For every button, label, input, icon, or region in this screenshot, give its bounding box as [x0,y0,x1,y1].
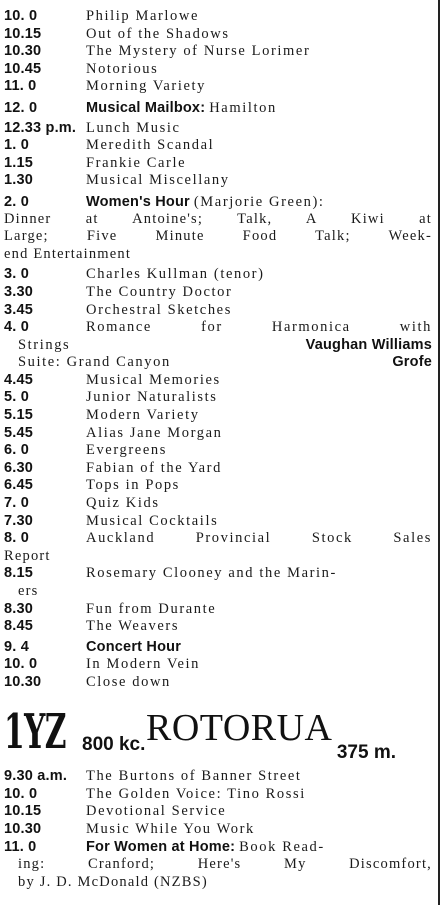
list-item [4,8,432,26]
program-title: Fun from Durante [86,600,217,617]
time-label: 4.45 [4,371,34,388]
time-label: 10.30 [4,43,42,60]
time-label: 12. 0 [4,99,38,116]
program-detail: by J. D. McDonald (NZBS) [18,873,208,890]
time-label: 1.15 [4,154,34,171]
program-title: Fabian of the Yard [86,459,222,476]
program-title: Rosemary Clooney and the Marin- [86,565,337,582]
list-item [4,495,432,513]
time-label: 8.15 [4,565,34,582]
time-label: 10.30 [4,673,42,690]
list-item [4,266,432,284]
program-title: Quiz Kids [86,495,160,512]
program-title: Auckland Provincial Stock Sales [86,530,432,547]
time-label: 6. 0 [4,442,29,459]
program-title: Musical Cocktails [86,512,219,529]
program-title: Notorious [86,60,159,77]
time-label: 10.45 [4,60,42,77]
list-item [4,155,432,173]
schedule-column [4,8,432,692]
list-item [4,172,432,190]
list-item [4,601,432,619]
time-label: 10. 0 [4,8,38,24]
program-detail: Hamilton [209,99,277,116]
list-item [4,674,432,692]
program-title: Musical Miscellany [86,172,230,189]
program-title-bold: Women's Hour [86,193,190,210]
list-item [4,407,432,425]
time-label: 10. 0 [4,785,38,802]
time-label: 2. 0 [4,193,29,210]
list-item [4,656,432,674]
program-title: Philip Marlowe [86,8,200,24]
composer-name: Vaughan Williams [305,336,432,353]
list-item [4,460,432,478]
program-title: The Golden Voice: Tino Rossi [86,785,306,802]
station-header [4,706,432,766]
time-label: 10.15 [4,25,42,42]
time-label: 8. 0 [4,530,29,547]
program-title: Devotional Service [86,803,227,820]
program-detail: end Entertainment [4,245,132,262]
list-item [4,513,432,531]
program-title: In Modern Vein [86,656,200,673]
time-label: 1.30 [4,172,34,189]
program-title: Morning Variety [86,78,206,95]
list-item [4,26,432,44]
station-frequency: 800 kc. [82,734,146,755]
program-title: The Weavers [86,618,180,635]
list-item-romance [4,319,432,372]
program-title-bold: Musical Mailbox: [86,99,206,116]
program-title: Charles Kullman (tenor) [86,266,265,283]
time-label: 3. 0 [4,266,29,283]
time-label: 9.30 a.m. [4,768,68,784]
time-label: 10.30 [4,820,42,837]
list-item [4,284,432,302]
program-title: Meredith Scandal [86,137,215,154]
time-label: 7.30 [4,512,34,529]
time-label: 3.45 [4,301,34,318]
program-title: Music While You Work [86,820,255,837]
list-item [4,821,432,839]
time-label: 5. 0 [4,389,29,406]
program-title: Junior Naturalists [86,389,218,406]
list-item-stock [4,530,432,565]
time-label: 5.15 [4,407,34,424]
program-title: The Burtons of Banner Street [86,768,302,784]
rotorua-schedule [4,768,432,891]
list-item [4,442,432,460]
list-item [4,43,432,61]
list-item [4,78,432,96]
time-label: 1. 0 [4,137,29,154]
list-item-concert [4,639,432,657]
program-title: Musical Memories [86,371,221,388]
program-title: Alias Jane Morgan [86,424,223,441]
time-label: 8.30 [4,600,34,617]
list-item-womens-hour [4,193,432,263]
program-title: Evergreens [86,442,167,459]
program-title: Modern Variety [86,407,200,424]
time-label: 12.33 p.m. [4,119,77,136]
list-item-for-women [4,838,432,891]
program-title-bold: For Women at Home: [86,839,236,856]
program-title: Orchestral Sketches [86,301,232,318]
time-label: 8.45 [4,618,34,635]
list-item [4,61,432,79]
time-label: 11. 0 [4,839,37,856]
list-item [4,120,432,138]
program-detail: Report [4,547,51,564]
time-label: 10.15 [4,803,42,820]
station-city: ROTORUA [146,707,333,749]
list-item [4,786,432,804]
list-item [4,425,432,443]
station-callsign: 1YZ [4,704,66,760]
program-detail: ers [18,583,39,599]
list-item [4,137,432,155]
time-label: 11. 0 [4,78,37,95]
time-label: 10. 0 [4,656,38,673]
time-label: 7. 0 [4,495,29,512]
program-title: Close down [86,673,171,690]
time-label: 9. 4 [4,638,29,655]
program-title-bold: Concert Hour [86,638,182,655]
list-item [4,768,432,786]
program-detail: Suite: Grand Canyon [18,354,171,371]
composer-name: Grofe [392,354,432,371]
program-title: Lunch Music [86,119,181,136]
program-detail: Strings [18,336,71,353]
program-detail: ing: Cranford; Here's My Discomfort, [18,855,432,872]
station-wavelength: 375 m. [336,742,396,763]
program-title: Tops in Pops [86,477,180,494]
program-detail: Dinner at Antoine's; Talk, A Kiwi at [4,210,432,227]
program-title: The Mystery of Nurse Lorimer [86,43,311,60]
program-title: Romance for Harmonica with [86,319,432,336]
program-detail: Book Read- [239,839,325,856]
list-item-mailbox [4,99,432,117]
time-label: 3.30 [4,283,34,300]
list-item [4,477,432,495]
list-item-clooney [4,565,432,600]
program-title: The Country Doctor [86,283,233,300]
time-label: 5.45 [4,424,34,441]
program-detail: Large; Five Minute Food Talk; Week- [4,228,432,245]
list-item [4,372,432,390]
list-item [4,618,432,636]
time-label: 4. 0 [4,319,29,336]
list-item [4,302,432,320]
time-label: 6.45 [4,477,34,494]
program-title: Out of the Shadows [86,25,230,42]
program-detail: (Marjorie Green): [193,193,325,210]
list-item [4,389,432,407]
list-item [4,803,432,821]
program-title: Frankie Carle [86,154,187,171]
time-label: 6.30 [4,459,34,476]
